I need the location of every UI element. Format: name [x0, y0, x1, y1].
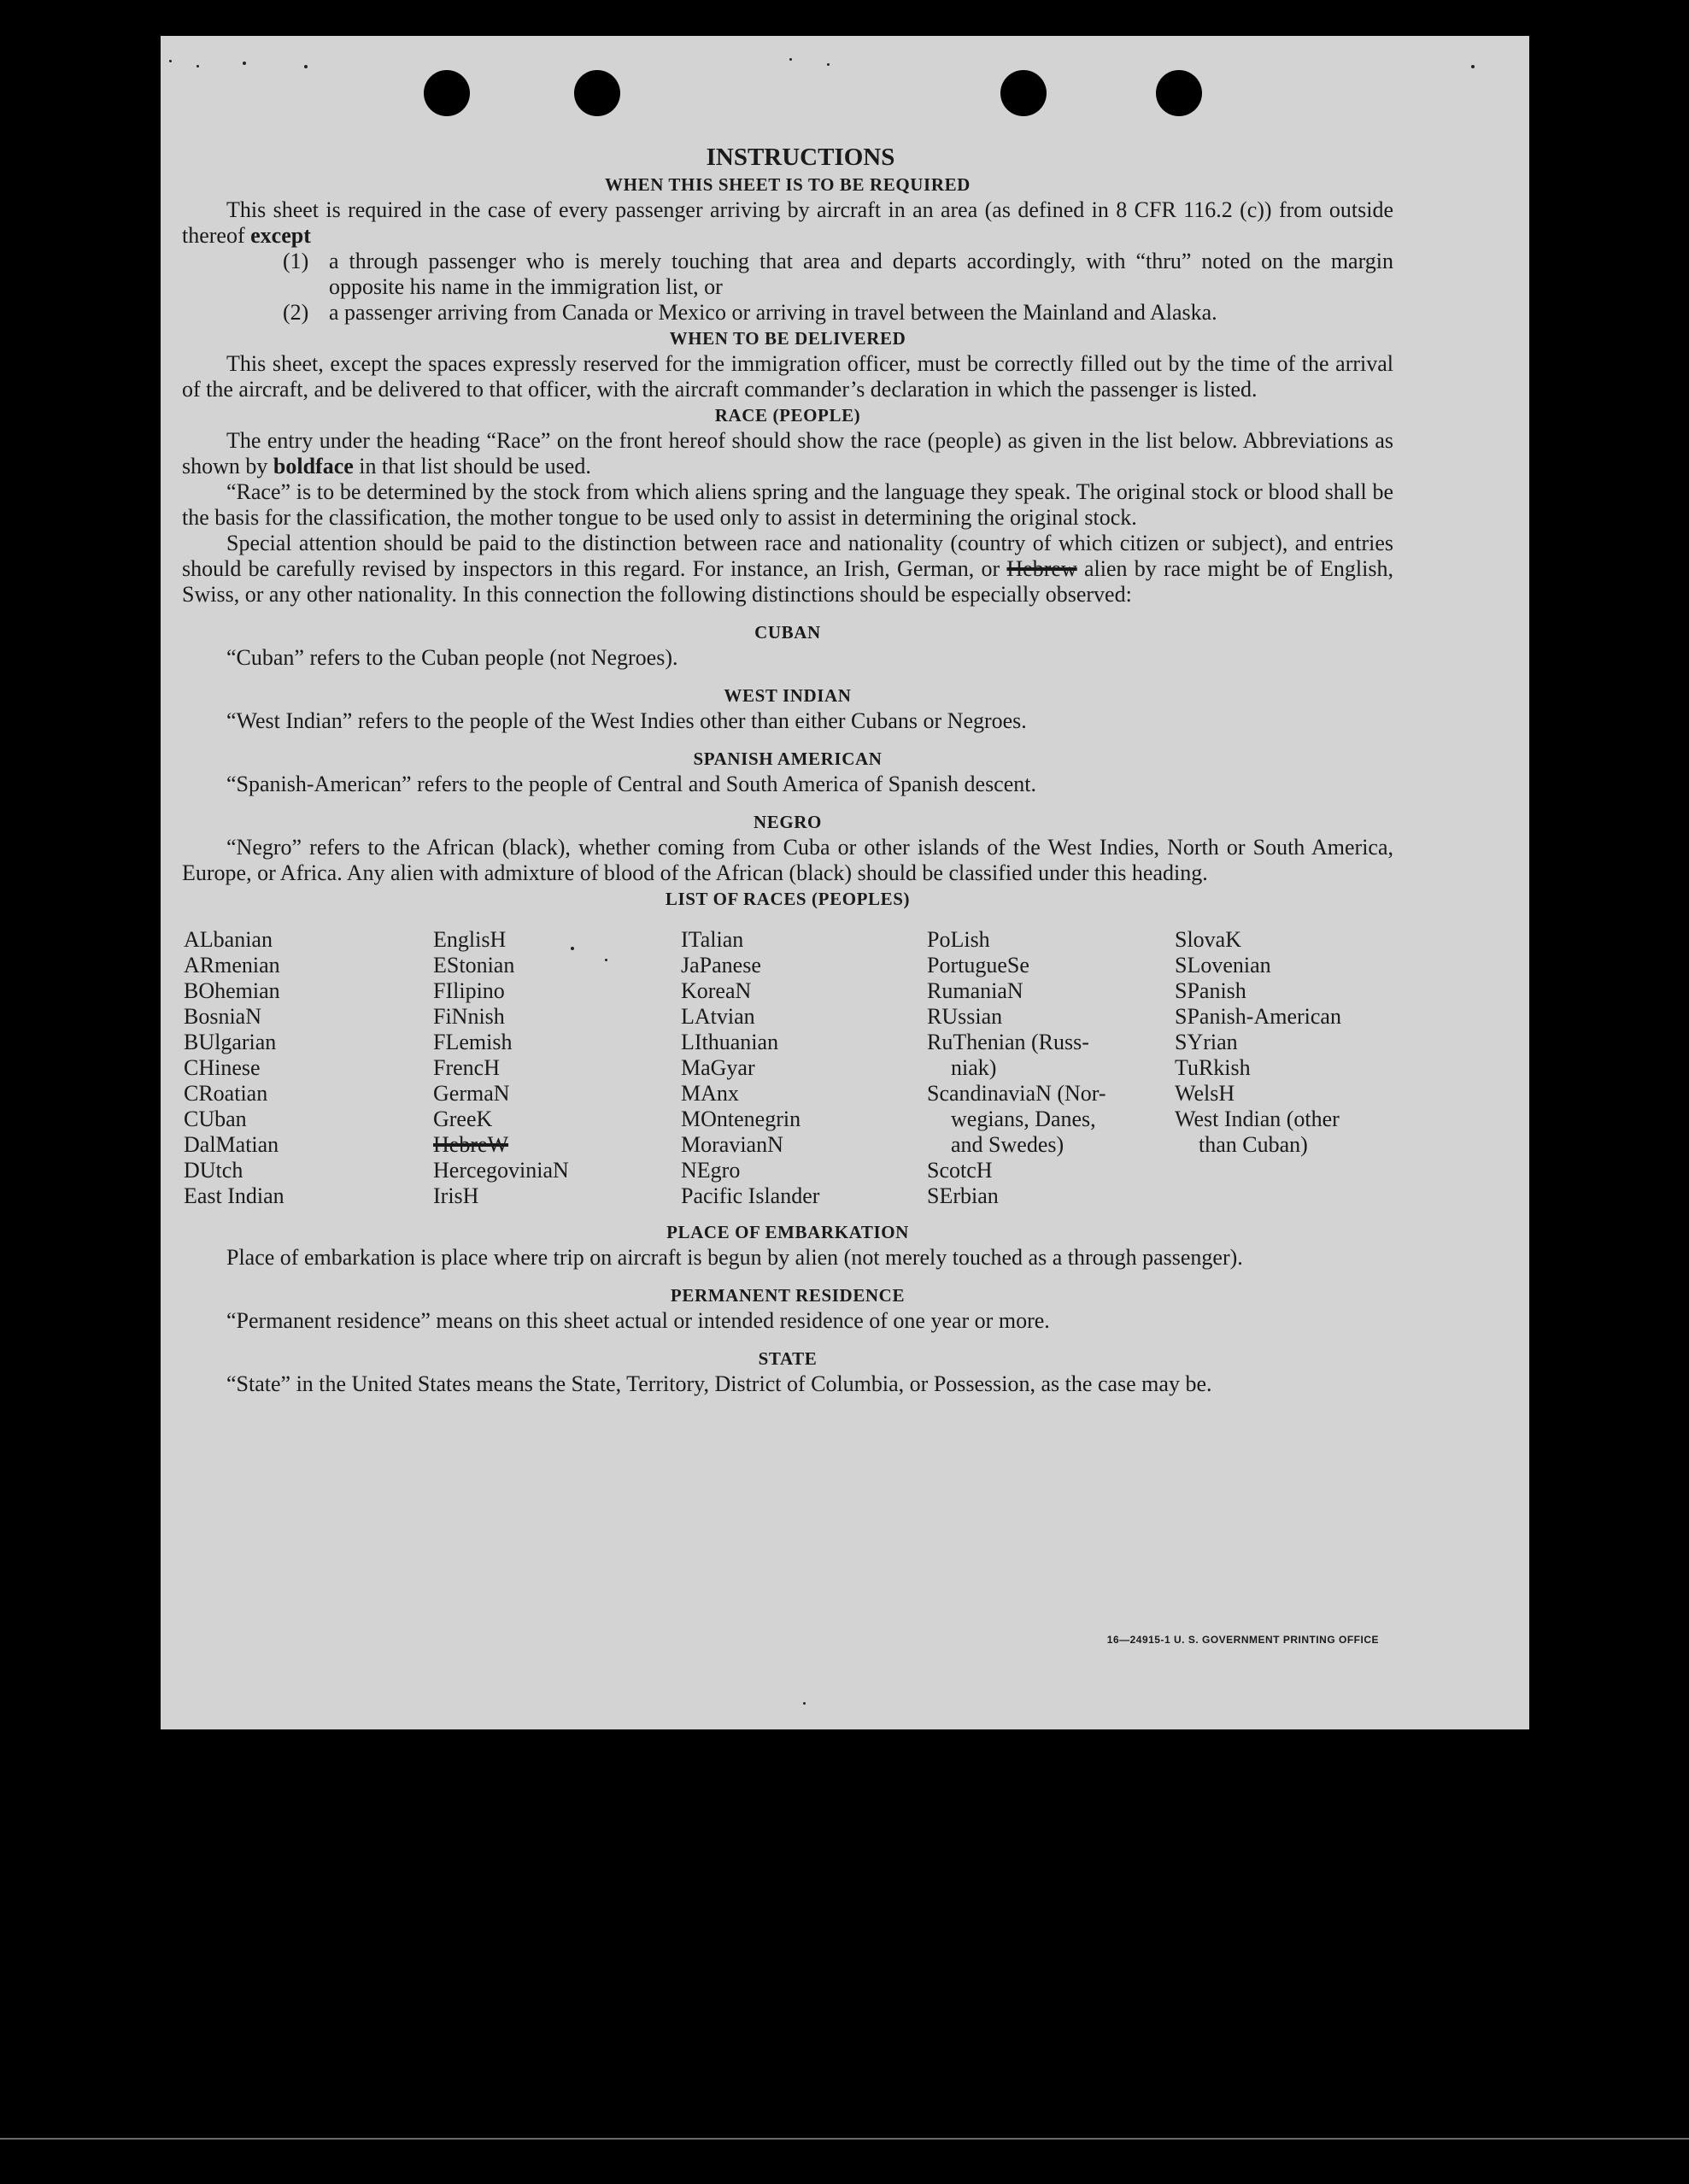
race-entry: FIlipino — [433, 978, 505, 1003]
race-entry: ARmenian — [184, 953, 280, 978]
punch-hole — [1000, 70, 1047, 116]
race-column — [433, 927, 681, 1209]
race-entry: West Indian (other — [1175, 1107, 1340, 1131]
heading-west-indian: WEST INDIAN — [724, 685, 852, 706]
race-entry: than Cuban) — [1199, 1132, 1308, 1157]
race-entry: ScandinaviaN (Nor- — [927, 1081, 1106, 1106]
race-entry: CHinese — [184, 1055, 261, 1080]
race-entry: East Indian — [184, 1183, 284, 1208]
paragraph-west-indian: “West Indian” refers to the people of the West Indies other than either Cubans or Negroes. — [226, 708, 1027, 733]
paragraph-spanish-american: “Spanish-American” refers to the people of Central and South America of Spanish descent. — [226, 772, 1036, 796]
race-entry: SErbian — [927, 1183, 999, 1208]
heading-list-of-races: LIST OF RACES (PEOPLES) — [665, 889, 911, 909]
heading-embarkation: PLACE OF EMBARKATION — [666, 1222, 909, 1242]
race-entry: MaGyar — [681, 1055, 755, 1080]
race-entry: KoreaN — [681, 978, 752, 1003]
race-entry: MOntenegrin — [681, 1107, 801, 1131]
race-entry: FLemish — [433, 1030, 513, 1054]
race-entry: and Swedes) — [951, 1132, 1064, 1157]
paragraph-race-2: “Race” is to be determined by the stock from which aliens spring and the language they speak. The original stock or blood shall be the basis for the classification, the mother tongue to be used only to assist in determining the original stock. — [182, 479, 1393, 530]
heading-race: RACE (PEOPLE) — [714, 405, 861, 426]
paragraph-embarkation: Place of embarkation is place where trip on aircraft is begun by alien (not merely touched as a through passenger). — [226, 1245, 1243, 1270]
race-entry: LIthuanian — [681, 1030, 779, 1054]
heading-when-delivered: WHEN TO BE DELIVERED — [669, 328, 906, 349]
race-entry: RumaniaN — [927, 978, 1023, 1003]
race-entry: NEgro — [681, 1158, 741, 1183]
race-entry: DalMatian — [184, 1132, 279, 1157]
dust-speck — [803, 1702, 806, 1705]
list-item-1 — [182, 249, 1393, 300]
dust-speck — [1471, 65, 1475, 68]
dust-speck — [304, 65, 308, 68]
page-title: INSTRUCTIONS — [706, 144, 895, 171]
race-entry: SPanish-American — [1175, 1004, 1341, 1029]
race-entry: SlovaK — [1175, 927, 1241, 952]
punch-hole — [424, 70, 470, 116]
race-column — [681, 927, 927, 1209]
race-column — [927, 927, 1175, 1209]
race-entry: PoLish — [927, 927, 990, 952]
printing-office-code: 16—24915-1 U. S. GOVERNMENT PRINTING OFFICE — [1106, 1634, 1379, 1646]
race-column — [184, 927, 433, 1209]
race-entry: PortugueSe — [927, 953, 1029, 978]
dust-speck — [243, 62, 246, 65]
race-entry: wegians, Danes, — [951, 1107, 1096, 1131]
race-entry: DUtch — [184, 1158, 243, 1183]
race-entry: WelsH — [1175, 1081, 1235, 1106]
paragraph-negro: “Negro” refers to the African (black), whether coming from Cuba or other islands of the West Indies, North or South America, Europe, or Africa. Any alien with admixture of blood of the African (black) should be classified under this heading. — [182, 835, 1393, 885]
race-entry: ITalian — [681, 927, 744, 952]
heading-spanish-american: SPANISH AMERICAN — [693, 749, 883, 769]
dust-speck — [169, 60, 172, 62]
heading-negro: NEGRO — [753, 812, 822, 832]
race-entry: IrisH — [433, 1183, 479, 1208]
heading-state: STATE — [758, 1348, 818, 1369]
race-entry: JaPanese — [681, 953, 761, 978]
race-entry: RuThenian (Russ- — [927, 1030, 1089, 1054]
race-column — [1175, 927, 1388, 1209]
paragraph-required — [182, 197, 1393, 249]
race-entry: SYrian — [1175, 1030, 1238, 1054]
race-entry: BOhemian — [184, 978, 280, 1003]
punch-hole — [1156, 70, 1202, 116]
paragraph-race-1 — [182, 428, 1393, 479]
form-sheet — [161, 36, 1529, 1729]
heading-cuban: CUBAN — [754, 622, 821, 643]
race-p3-struck: Hebrew — [1006, 556, 1077, 581]
list-item-2 — [182, 300, 1393, 326]
list-text-2: a passenger arriving from Canada or Mexico or arriving in travel between the Mainland and Alaska. — [329, 300, 1217, 325]
race-entry: SLovenian — [1175, 953, 1271, 978]
paragraph-permanent-residence: “Permanent residence” means on this sheet actual or intended residence of one year or more. — [226, 1308, 1050, 1333]
heading-permanent-residence: PERMANENT RESIDENCE — [670, 1285, 906, 1306]
paragraph-state: “State” in the United States means the State, Territory, District of Columbia, or Possession, as the case may be. — [226, 1371, 1212, 1396]
race-list-grid — [184, 927, 1393, 1209]
race-entry: ScotcH — [927, 1158, 993, 1183]
race-p3-b: alien by race might be of English, Swiss, or any other nationality. In this connection the following distinctions should be especially observed: — [182, 556, 1394, 607]
dust-speck — [789, 58, 792, 61]
race-entry: GermaN — [433, 1081, 510, 1106]
race-entry: EnglisH — [433, 927, 507, 952]
race-entry: MAnx — [681, 1081, 739, 1106]
race-entry: MoravianN — [681, 1132, 783, 1157]
race-entry: HercegoviniaN — [433, 1158, 569, 1183]
race-entry: niak) — [951, 1055, 997, 1080]
race-entry: LAtvian — [681, 1004, 755, 1029]
list-text-1: a through passenger who is merely touching that area and departs accordingly, with “thru” noted on the margin opposite his name in the immigration list, or — [329, 249, 1393, 299]
paragraph-delivered: This sheet, except the spaces expressly reserved for the immigration officer, must be correctly filled out by the time of the arrival of the aircraft, and be delivered to that officer, with the aircraft commander’s declaration in which the passenger is listed. — [182, 351, 1393, 402]
list-number-2: (2) — [283, 300, 309, 325]
dust-speck — [196, 65, 199, 68]
race-entry: RUssian — [927, 1004, 1003, 1029]
paragraph-cuban: “Cuban” refers to the Cuban people (not Negroes). — [226, 645, 678, 670]
race-entry: GreeK — [433, 1107, 493, 1131]
required-intro-bold: except — [250, 223, 311, 248]
dust-speck — [827, 63, 830, 66]
race-p1-bold: boldface — [273, 454, 354, 478]
required-intro: This sheet is required in the case of every passenger arriving by aircraft in an area (as defined in 8 CFR 116.2 (c)) from outside thereof — [182, 197, 1393, 248]
heading-when-required: WHEN THIS SHEET IS TO BE REQUIRED — [605, 174, 971, 195]
race-entry: CUban — [184, 1107, 247, 1131]
race-entry: Pacific Islander — [681, 1183, 820, 1208]
race-entry: FiNnish — [433, 1004, 505, 1029]
race-p1-b: in that list should be used. — [353, 454, 591, 478]
scan-bottom-line — [0, 2138, 1689, 2140]
race-entry: SPanish — [1175, 978, 1246, 1003]
race-p3-a: Special attention should be paid to the distinction between race and nationality (country of which citizen or subject), and entries should be carefully revised by inspectors in this regard. For instance, an Irish, German, or — [182, 531, 1393, 581]
instructions-body — [182, 143, 1393, 1397]
list-number-1: (1) — [283, 249, 309, 273]
race-entry: HebreW — [433, 1132, 509, 1157]
race-entry: CRoatian — [184, 1081, 268, 1106]
race-entry: ALbanian — [184, 927, 273, 952]
race-entry: EStonian — [433, 953, 515, 978]
race-entry: BosniaN — [184, 1004, 261, 1029]
race-p1-a: The entry under the heading “Race” on the front hereof should show the race (people) as given in the list below. Abbreviations as shown by — [182, 428, 1393, 478]
punch-hole — [574, 70, 620, 116]
race-entry: BUlgarian — [184, 1030, 277, 1054]
race-entry: FrencH — [433, 1055, 500, 1080]
race-entry: TuRkish — [1175, 1055, 1251, 1080]
paragraph-race-3 — [182, 531, 1393, 608]
